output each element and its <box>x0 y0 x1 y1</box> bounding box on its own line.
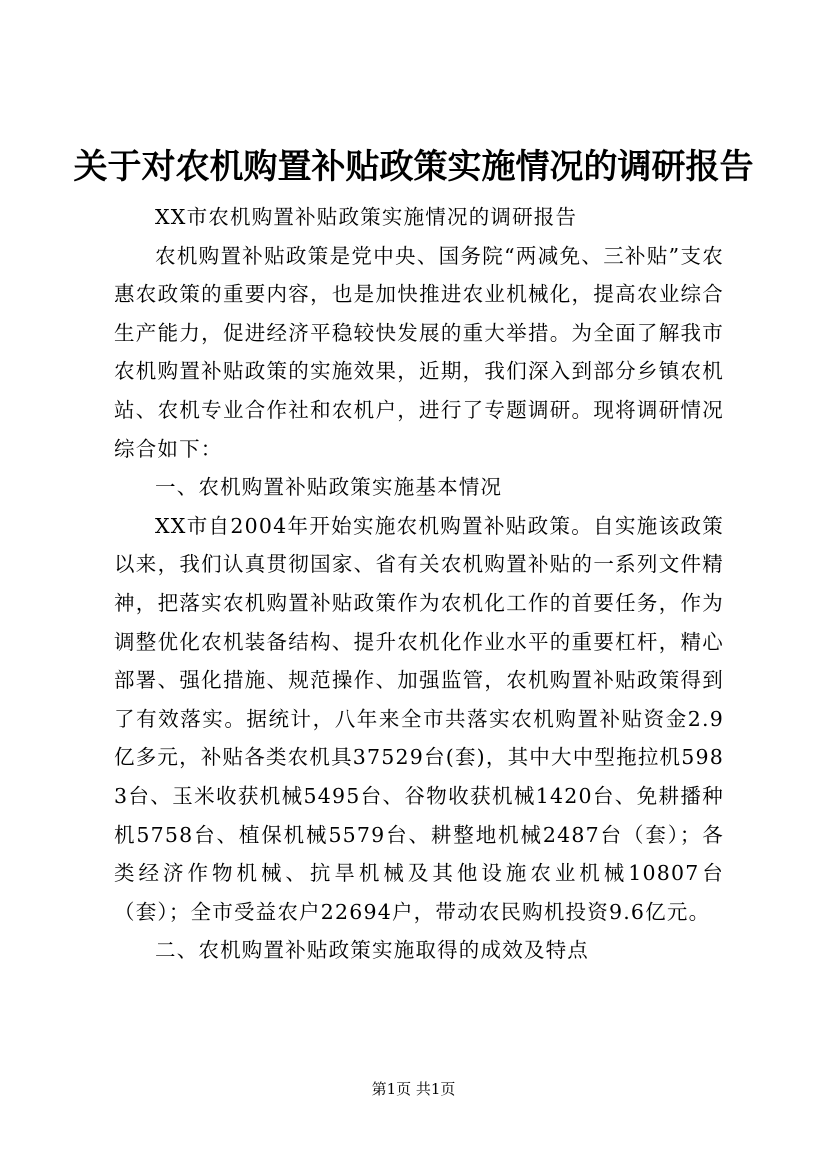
section-heading-2: 二、农机购置补贴政策实施取得的成效及特点 <box>155 938 589 963</box>
document-title: 关于对农机购置补贴政策实施情况的调研报告 <box>73 147 754 187</box>
document-body <box>114 198 724 970</box>
report-subtitle-paragraph: XX市农机购置补贴政策实施情况的调研报告 <box>155 205 578 229</box>
intro-paragraph: 农机购置补贴政策是党中央、国务院“两减免、三补贴”支农惠农政策的重要内容，也是加快推进农业机械化，提高农业综合生产能力，促进经济平稳较快发展的重大举措。为全面了解我市农机购置补贴政策的实施效果，近期，我们深入到部分乡镇农机站、农机专业合作社和农机户，进行了专题调研。现将调研情况综合如下： <box>114 243 724 461</box>
page-footer: 第1页 共1页 <box>371 1080 456 1098</box>
section-heading-1: 一、农机购置补贴政策实施基本情况 <box>155 475 503 500</box>
section-1-paragraph: XX市自2004年开始实施农机购置补贴政策。自实施该政策以来，我们认真贯彻国家、省有关农机购置补贴的一系列文件精神，把落实农机购置补贴政策作为农机化工作的首要任务，作为调整优化农机装备结构、提升农机化作业水平的重要杠杆，精心部署、强化措施、规范操作、加强监管，农机购置补贴政策得到了有效落实。据统计，八年来全市共落实农机购置补贴资金2.9亿多元，补贴各类农机具37529台(套)，其中大中型拖拉机5983台、玉米收获机械5495台、谷物收获机械1420台、免耕播种机5758台、植保机械5579台、耕整地机械2487台（套）；各类经济作物机械、抗旱机械及其他设施农业机械10807台（套）；全市受益农户22694户，带动农民购机投资9.6亿元。 <box>114 513 724 924</box>
